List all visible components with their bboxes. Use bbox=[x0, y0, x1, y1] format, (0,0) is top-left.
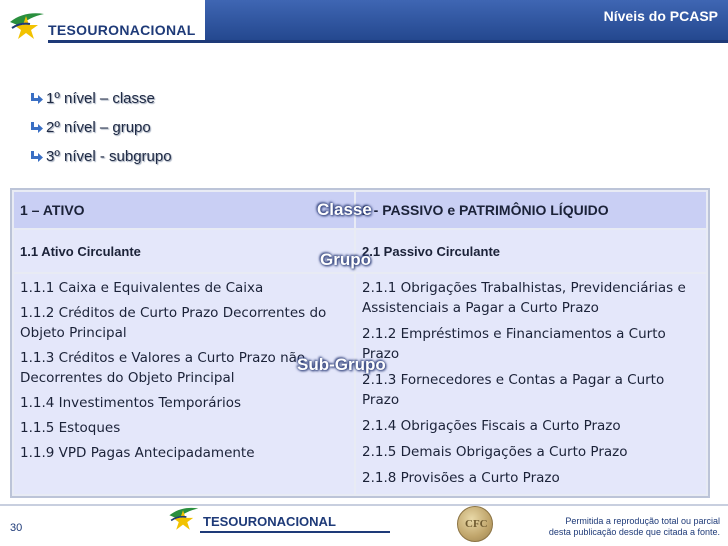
footer-logo-text: TESOURONACIONAL bbox=[203, 514, 336, 529]
pcasp-levels-table bbox=[10, 188, 710, 498]
slide-header bbox=[0, 0, 728, 46]
level-list-text: 1º nível – classe bbox=[46, 90, 155, 107]
tesouro-star-logo-icon bbox=[6, 4, 46, 44]
classe-label: Classe bbox=[317, 200, 372, 219]
page-title: Níveis do PCASP bbox=[603, 8, 718, 24]
subgroup-item: 1.1.9 VPD Pagas Antecipadamente bbox=[20, 445, 255, 461]
subgroup-cell-passivo bbox=[356, 274, 706, 494]
class-cell-passivo: 2 - PASSIVO e PATRIMÔNIO LÍQUIDO bbox=[356, 192, 706, 228]
level-list-text: 3º nível - subgrupo bbox=[46, 148, 172, 165]
subgroup-item: 2.1.4 Obrigações Fiscais a Curto Prazo bbox=[362, 418, 621, 434]
arrow-bullet-icon bbox=[28, 120, 44, 136]
group-cell-passivo-circulante: 2.1 Passivo Circulante bbox=[356, 230, 706, 272]
subgroup-item: 1.1.1 Caixa e Equivalentes de Caixa bbox=[20, 280, 264, 296]
level-list-item bbox=[28, 115, 172, 140]
subgroup-item: 1.1.2 Créditos de Curto Prazo Decorrentes do Objeto Principal bbox=[20, 305, 327, 341]
level-list bbox=[28, 86, 172, 169]
subgroup-item: 2.1.1 Obrigações Trabalhistas, Previdenciárias e Assistenciais a Pagar a Curto Prazo bbox=[362, 280, 686, 316]
level-list-item bbox=[28, 86, 172, 111]
subgroup-item: 2.1.3 Fornecedores e Contas a Pagar a Curto Prazo bbox=[362, 372, 665, 408]
footer-note-line: desta publicação desde que citada a fonte. bbox=[548, 527, 720, 537]
header-logo-text: TESOURONACIONAL bbox=[48, 22, 196, 38]
footer-note bbox=[549, 516, 720, 538]
footer-note-line: Permitida a reprodução total ou parcial bbox=[565, 516, 720, 526]
arrow-bullet-icon bbox=[28, 91, 44, 107]
subgroup-item: 1.1.4 Investimentos Temporários bbox=[20, 395, 242, 411]
subgroup-cell-ativo bbox=[14, 274, 354, 494]
cfc-seal-icon bbox=[457, 506, 493, 542]
header-rule bbox=[48, 40, 728, 43]
footer-logo-rule bbox=[200, 531, 390, 533]
level-list-item bbox=[28, 144, 172, 169]
class-cell-ativo: 1 – ATIVO bbox=[14, 192, 354, 228]
subgroup-item: 2.1.8 Provisões a Curto Prazo bbox=[362, 470, 560, 486]
subgroup-item: 1.1.5 Estoques bbox=[20, 420, 121, 436]
subgroup-item: 1.1.3 Créditos e Valores a Curto Prazo não Decorrentes do Objeto Principal bbox=[20, 350, 306, 386]
subgrupo-label: Sub-Grupo bbox=[297, 355, 386, 374]
table-grid bbox=[14, 192, 706, 494]
subgroup-item: 2.1.5 Demais Obrigações a Curto Prazo bbox=[362, 444, 628, 460]
tesouro-star-logo-icon bbox=[166, 500, 200, 534]
page-number: 30 bbox=[10, 522, 23, 534]
arrow-bullet-icon bbox=[28, 149, 44, 165]
group-cell-ativo-circulante: 1.1 Ativo Circulante bbox=[14, 230, 354, 272]
level-list-text: 2º nível – grupo bbox=[46, 119, 151, 136]
grupo-label: Grupo bbox=[320, 250, 371, 269]
subgroup-item: 2.1.2 Empréstimos e Financiamentos a Curto Prazo bbox=[362, 326, 666, 362]
cfc-seal-text: CFC bbox=[465, 518, 488, 530]
footer-rule bbox=[0, 504, 728, 506]
